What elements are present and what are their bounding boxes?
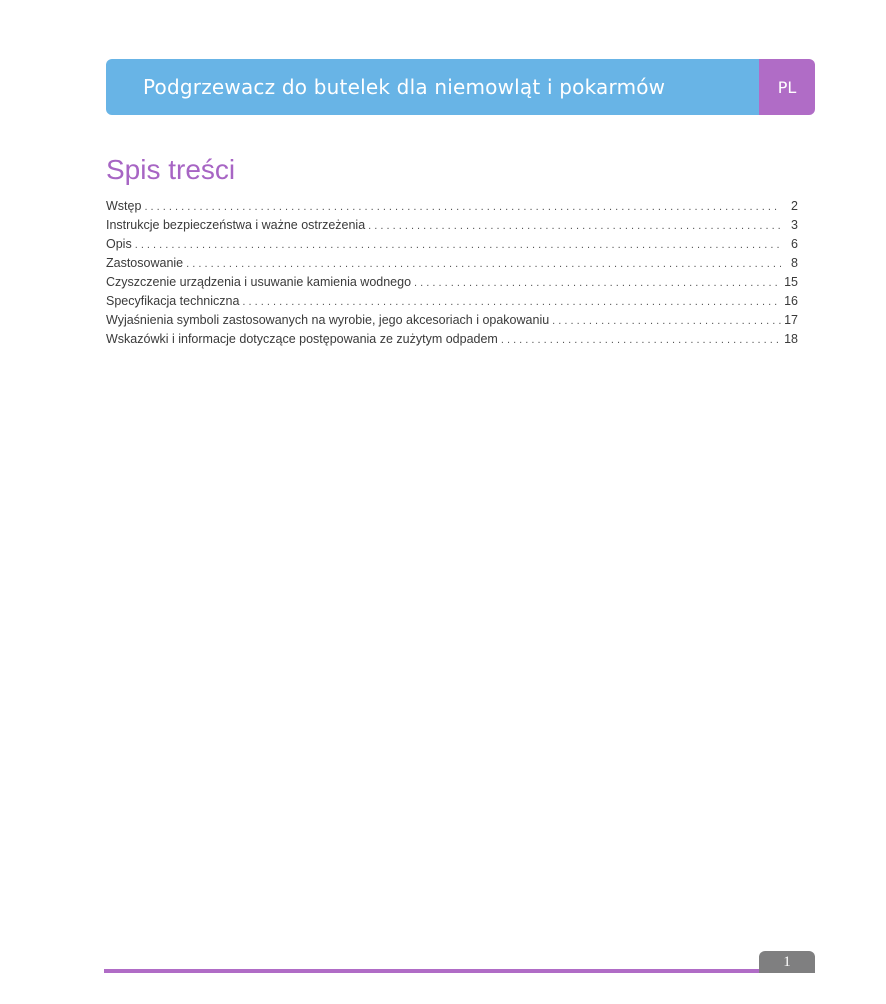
toc-entry-label: Specyfikacja techniczna — [106, 294, 240, 308]
footer-divider — [104, 969, 815, 973]
toc-entry[interactable] — [106, 237, 798, 256]
toc-leader-dots — [135, 239, 781, 251]
toc-entry[interactable] — [106, 199, 798, 218]
toc-entry[interactable] — [106, 313, 798, 332]
toc-entry[interactable] — [106, 275, 798, 294]
page-number-tab — [759, 951, 815, 973]
toc-leader-dots — [144, 201, 781, 213]
toc-leader-dots — [501, 334, 781, 346]
toc-entry-page: 8 — [791, 256, 798, 270]
toc-entry-label: Opis — [106, 237, 132, 251]
toc-leader-dots — [242, 296, 781, 308]
toc-leader-dots — [414, 277, 781, 289]
toc-heading: Spis treści — [106, 154, 236, 185]
toc-entry-label: Wstęp — [106, 199, 142, 213]
toc-entry-page: 16 — [784, 294, 798, 308]
toc-entry[interactable] — [106, 218, 798, 237]
toc-entry[interactable] — [106, 256, 798, 275]
toc-leader-dots — [552, 315, 781, 327]
toc-entry-label: Zastosowanie — [106, 256, 184, 270]
toc-entry-page: 17 — [784, 313, 798, 327]
document-title: Podgrzewacz do butelek dla niemowląt i pokarmów — [143, 75, 666, 99]
header-bar — [106, 59, 815, 115]
toc-entry-page: 15 — [784, 275, 798, 289]
toc-entry-label: Instrukcje bezpieczeństwa i ważne ostrzeżenia — [106, 218, 366, 232]
toc-entry-page: 6 — [791, 237, 798, 251]
language-badge — [759, 59, 815, 115]
toc-entry-label: Czyszczenie urządzenia i usuwanie kamienia wodnego — [106, 275, 412, 289]
toc-entry[interactable] — [106, 294, 798, 313]
toc-leader-dots — [186, 258, 781, 270]
table-of-contents — [106, 199, 798, 351]
toc-entry-label: Wyjaśnienia symboli zastosowanych na wyrobie, jego akcesoriach i opakowaniu — [106, 313, 550, 327]
toc-entry-page: 18 — [784, 332, 798, 346]
header-title-box — [106, 59, 759, 115]
toc-entry-page: 2 — [791, 199, 798, 213]
toc-entry-label: Wskazówki i informacje dotyczące postępowania ze zużytym odpadem — [106, 332, 498, 346]
language-code: PL — [777, 77, 797, 97]
toc-entry[interactable] — [106, 332, 798, 351]
toc-entry-page: 3 — [791, 218, 798, 232]
page-number: 1 — [783, 953, 791, 970]
toc-leader-dots — [368, 220, 781, 232]
